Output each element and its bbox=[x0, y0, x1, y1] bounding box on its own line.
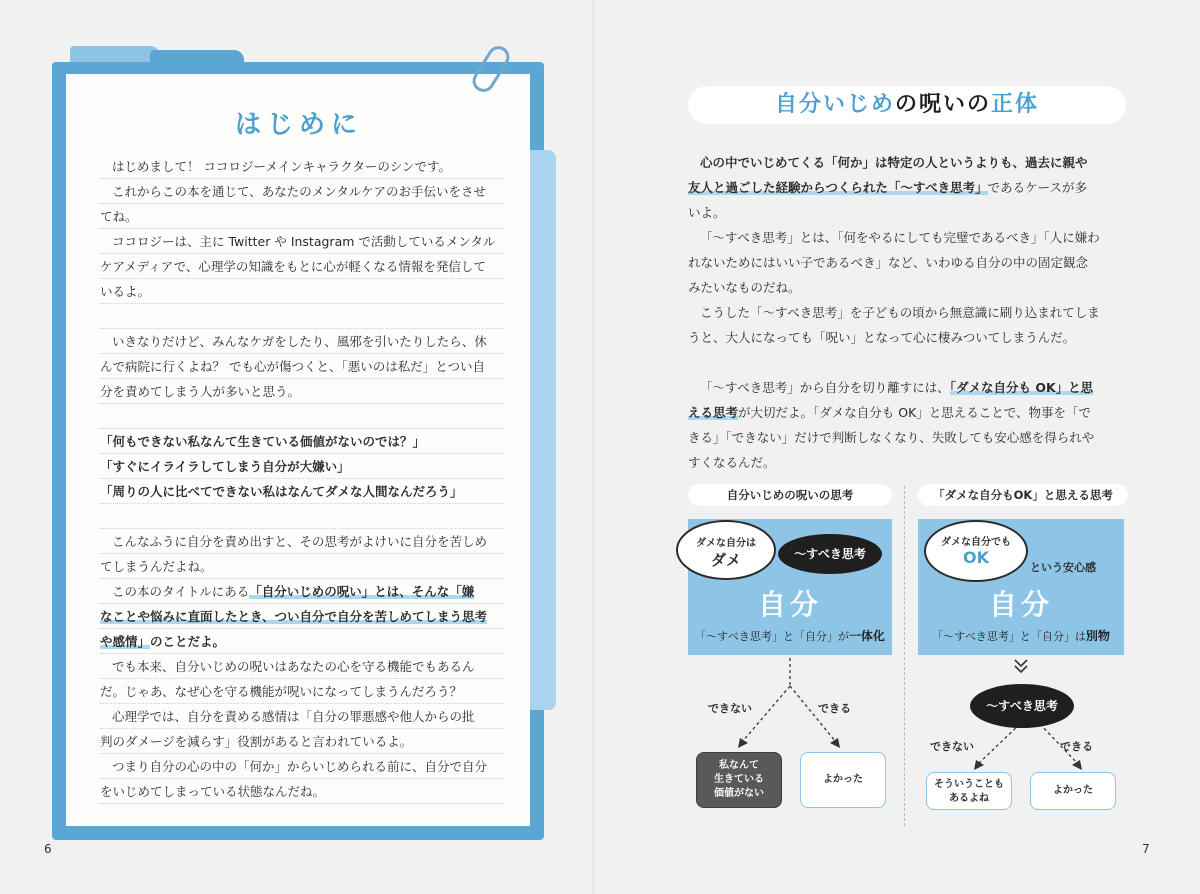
chevron-down-icon bbox=[1015, 660, 1027, 672]
text-span: この本のタイトルにある bbox=[112, 584, 250, 599]
text-line: 分を責めてしまう人が多いと思う。 bbox=[100, 379, 504, 404]
title-part: の bbox=[967, 92, 992, 117]
acceptance-box bbox=[926, 772, 1012, 810]
page-title: はじめに bbox=[234, 110, 363, 140]
title-part: 正体 bbox=[991, 92, 1040, 117]
bubble-emphasis: OK bbox=[963, 548, 989, 567]
text-line: 「〜すべき思考」とは、「何をやるにしても完璧であるべき」「人に嫌わ bbox=[700, 230, 1100, 245]
text-line: 判のダメージを減らす」役割があると言われているよ。 bbox=[100, 729, 504, 754]
text-line: こうした「〜すべき思考」を子どもの頃から無意識に刷り込まれてしま bbox=[700, 305, 1100, 320]
title-part: 自分いじめ bbox=[774, 92, 895, 117]
highlight-span: なことや悩みに直面したとき、つい自分で自分を苦しめてしまう思考 bbox=[100, 609, 488, 624]
note-text: 「〜すべき思考」と「自分」が bbox=[695, 630, 849, 643]
text-line: をいじめてしまっている状態なんだね。 bbox=[100, 779, 504, 804]
title-part: 呪い bbox=[918, 92, 967, 117]
text-line: これからこの本を通じて、あなたのメンタルケアのお手伝いをさせ bbox=[100, 179, 504, 204]
page-number: 7 bbox=[1142, 842, 1150, 856]
text-line: きる」「できない」だけで判断しなくなり、失敗しても安心感を得られや bbox=[688, 430, 1095, 445]
text-span: のことだよ。 bbox=[150, 634, 226, 649]
self-label: 自分 bbox=[757, 588, 822, 621]
bubble-text: ダメな自分は bbox=[696, 538, 756, 549]
text-span: が大切だよ。「ダメな自分も OK」と思えることで、物事を「で bbox=[738, 405, 1092, 420]
left-diagram-label: 自分いじめの呪いの思考 bbox=[688, 484, 892, 506]
text-line: でも本来、自分いじめの呪いはあなたの心を守る機能でもあるん bbox=[100, 654, 504, 679]
self-label: 自分 bbox=[988, 588, 1053, 621]
text-line: いよ。 bbox=[688, 205, 726, 220]
highlight-span: 「自分いじめの呪い」とは、そんな「嫌 bbox=[249, 584, 475, 599]
arrowhead bbox=[738, 738, 748, 748]
text-line: つまり自分の心の中の「何か」からいじめられる前に、自分で自分 bbox=[100, 754, 504, 779]
note-text: 「〜すべき思考」と「自分」は bbox=[932, 630, 1086, 643]
text-span: であるケースが多 bbox=[987, 180, 1088, 195]
box-line: 私なんて bbox=[719, 760, 759, 771]
text-line: すくなるんだ。 bbox=[688, 455, 776, 470]
text-line: 心の中でいじめてくる「何か」は特定の人というよりも、過去に親や bbox=[700, 155, 1088, 170]
text-line: ココロジーは、主に Twitter や Instagram で活動しているメンタル bbox=[100, 229, 504, 254]
quote-line: 「何もできない私なんて生きている価値がないのでは？」 bbox=[100, 429, 504, 454]
page-number: 6 bbox=[44, 842, 52, 856]
text-line: てしまうんだよね。 bbox=[100, 554, 504, 579]
text-line: みたいなものだね。 bbox=[688, 280, 801, 295]
text-line: んで病院に行くよね？ でも心が傷つくと、「悪いのは私だ」とつい自 bbox=[100, 354, 504, 379]
right-diagram-label: 「ダメな自分もOK」と思える思考 bbox=[918, 484, 1128, 506]
text-line: だ。じゃあ、なぜ心を守る機能が呪いになってしまうんだろう？ bbox=[100, 679, 504, 704]
highlight-span: や感情」 bbox=[100, 634, 151, 649]
highlight-span: える思考 bbox=[688, 405, 739, 420]
positive-result-box: よかった bbox=[1030, 772, 1116, 810]
text-line: はじめまして！ ココロジーメインキャラクターのシンです。 bbox=[100, 154, 504, 179]
text-line: うと、大人になっても「呪い」となって心に棲みついてしまうんだ。 bbox=[688, 330, 1076, 345]
quote-line: 「周りの人に比べてできない私はなんてダメな人間なんだろう」 bbox=[100, 479, 504, 504]
text-line: れないためにはいい子であるべき」など、いわゆる自分の中の固定観念 bbox=[688, 255, 1089, 270]
box-line: 価値がない bbox=[714, 788, 764, 799]
safety-text: という安心感 bbox=[1030, 561, 1096, 574]
box-line: そういうことも bbox=[934, 779, 1004, 790]
negative-result-box bbox=[696, 752, 782, 808]
box-line: あるよね bbox=[949, 793, 989, 804]
arrow-cannot bbox=[978, 724, 1020, 764]
quote-line: 「すぐにイライラしてしまう自分が大嫌い」 bbox=[100, 454, 504, 479]
should-thinking-cloud: 〜すべき思考 bbox=[778, 534, 882, 574]
text-line: いきなりだけど、みんなケガをしたり、風邪を引いたりしたら、休 bbox=[100, 329, 504, 354]
highlight-span: 友人と過ごした経験からつくられた「〜すべき思考」 bbox=[688, 180, 988, 195]
note-emphasis: 別物 bbox=[1085, 629, 1110, 643]
note-emphasis: 一体化 bbox=[848, 629, 885, 643]
arrowhead bbox=[830, 738, 840, 748]
text-line: ケアメディアで、心理学の知識をもとに心が軽くなる情報を発信して bbox=[100, 254, 504, 279]
box-line: 生きている bbox=[714, 774, 764, 785]
should-thinking-cloud: 〜すべき思考 bbox=[970, 684, 1074, 728]
can-label: できる bbox=[818, 702, 851, 715]
title-part: の bbox=[894, 92, 919, 117]
positive-result-box: よかった bbox=[800, 752, 886, 808]
text-line: てね。 bbox=[100, 204, 504, 229]
cannot-label: できない bbox=[708, 702, 752, 715]
text-line: 心理学では、自分を責める感情は「自分の罪悪感や他人からの批 bbox=[100, 704, 504, 729]
text-span: 「〜すべき思考」から自分を切り離すには、 bbox=[700, 380, 950, 395]
bubble-text: ダメな自分でも bbox=[941, 537, 1011, 548]
bubble-emphasis: ダメ bbox=[710, 551, 741, 569]
arrowhead bbox=[974, 760, 984, 770]
can-label: できる bbox=[1060, 740, 1093, 753]
highlight-span: 「ダメな自分も OK」と思 bbox=[949, 380, 1094, 395]
text-line: いるよ。 bbox=[100, 279, 504, 304]
text-line: こんなふうに自分を責め出すと、その思考がよけいに自分を苦しめ bbox=[100, 529, 504, 554]
cannot-label: できない bbox=[930, 740, 974, 753]
arrowhead bbox=[1072, 760, 1082, 770]
